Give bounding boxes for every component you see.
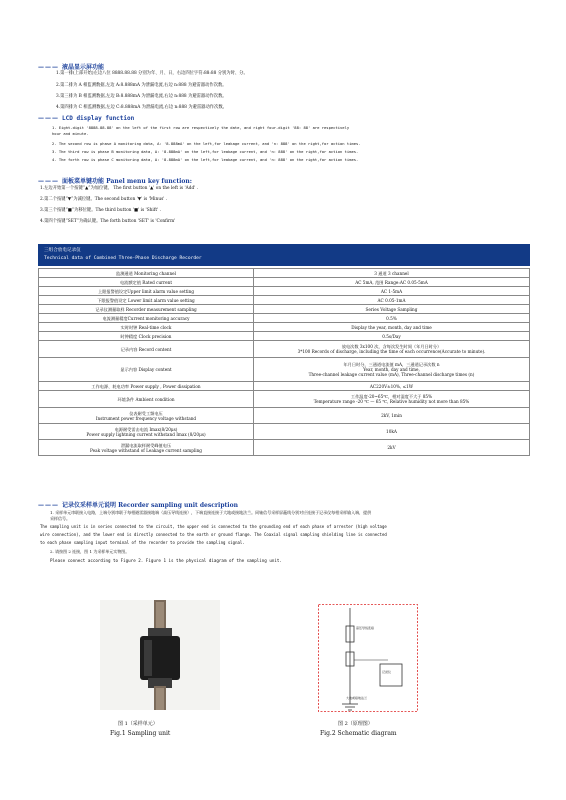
menu-heading: ——— 面板菜单键功能 Panel menu key function: — [38, 178, 192, 185]
sampling-line-6: 2. 请按图 2 连接，图 1 为采样单元实物图。 — [50, 549, 130, 554]
table-row — [39, 341, 530, 358]
sampling-unit-photo — [100, 600, 220, 710]
table-cell-value: Display the year, month, day and time — [254, 323, 530, 332]
table-title-bar — [38, 244, 530, 266]
table-cell-label: 记录仪测量取样 Recorder measurement sampling — [39, 305, 254, 314]
table-row — [39, 391, 530, 408]
table-cell-value: 2kV, 1min — [254, 408, 530, 424]
sampling-heading: ——— 记录仪采样单元说明 Recorder sampling unit description — [38, 502, 238, 509]
lcd-line-cn-2: 2.第二排为 A 相监测数据,左边 A:8.888mA 为泄漏电流,右边 n:888 为避雷器动作次数。 — [56, 83, 227, 88]
lcd-line-cn-4: 4.第四排为 C 相监测数据,左边 C:8.888mA 为泄漏电流,右边 n:888 为避雷器动作次数。 — [56, 105, 227, 110]
table-cell-label: 电流测量精度Current monitoring accuracy — [39, 314, 254, 323]
table-cell-value: 0.5s/Day — [254, 332, 530, 341]
table-row — [39, 358, 530, 382]
table-title-cn: 三组合放电记录仪 — [44, 248, 81, 253]
lcd-line-en-5: 4. The forth row is phase C monitoring data, A: '8.888mA' on the left,for leakage current, and 'n: 888' on the right,for action times. — [52, 157, 359, 162]
table-cell-label: 显示内容 Display content — [39, 358, 254, 382]
table-cell-label: 仪表耐受工频电压 Instrument power frequency voltage withstand — [39, 408, 254, 424]
lcd-line-en-1: 1. Eight-digit '8888.88.88' on the left of the first row are respectively the date, and right four-digit '88: 88' are respectively — [52, 125, 350, 130]
table-row — [39, 382, 530, 391]
table-row — [39, 287, 530, 296]
table-row — [39, 314, 530, 323]
table-row — [39, 305, 530, 314]
table-cell-value: 工作温度-20~65℃，相对湿度不大于 85% Temperature range -20 ℃ — 65 ℃, Relative humidity not more than 85% — [254, 391, 530, 408]
table-cell-value: 放电次数 3x100 次，含每次发生时间（年月日时分） 3*100 Records of discharge, including the time of each occurrence(Accurate to minute). — [254, 341, 530, 358]
table-cell-label: 监测通道 Monitoring channel — [39, 269, 254, 278]
fig1-caption-cn: 图 1（采样单元） — [118, 721, 158, 727]
sampling-line-1: 1. 采样单元串联接入电路，上端分别串联于每相避雷器接地端（高压导线连接），下端直接连接于大地或接地法兰。同轴信号采样屏蔽线分别对应连接于记录仪每相采样输入端，提供 — [50, 510, 372, 515]
table-cell-value: 10kA — [254, 424, 530, 440]
table-cell-label: 电流额定值 Rated current — [39, 278, 254, 287]
lcd-line-en-2: hour and minute. — [52, 131, 89, 136]
table-row — [39, 440, 530, 456]
fig2-caption-cn: 图 2（原理图） — [338, 721, 373, 727]
table-row — [39, 408, 530, 424]
fig1-caption-en: Fig.1 Sampling unit — [110, 730, 171, 737]
table-cell-value: 2kV — [254, 440, 530, 456]
table-cell-label: 时钟精度 Clock precision — [39, 332, 254, 341]
lcd-heading-en: ——— LCD display function — [38, 115, 135, 122]
table-cell-value: Series Voltage Sampling — [254, 305, 530, 314]
table-cell-label: 工作电源、耗电功率 Power supply , Power dissipation — [39, 382, 254, 391]
lcd-line-cn-3: 3.第三排为 B 相监测数据,左边 B:8.888mA 为泄漏电流,右边 n:888 为避雷器动作次数。 — [56, 94, 227, 99]
table-row — [39, 278, 530, 287]
table-cell-value: AC 1-5mA — [254, 287, 530, 296]
schematic-label-recorder: 记录仪 — [382, 670, 392, 674]
table-cell-label: 实时时钟 Real-time clock — [39, 323, 254, 332]
fig2-caption-en: Fig.2 Schematic diagram — [320, 730, 397, 737]
lcd-line-en-4: 3. The third row is phase B monitoring data, A: '8.888mA' on the left,for leakage current, and 'n: 888' on the right,for action times. — [52, 149, 359, 154]
table-cell-value: 3 通道 3 channel — [254, 269, 530, 278]
lcd-heading-cn: ——— 液晶显示屏功能 — [38, 64, 105, 71]
table-cell-label: 环境条件 Ambient condition — [39, 391, 254, 408]
menu-line-3: 3.第三个按键“■”为移位键。The third button '■' is 'Shift' . — [40, 208, 162, 213]
table-cell-label: 泄漏电流取样耐受峰值电压 Peak voltage withstand of Leakage current sampling — [39, 440, 254, 456]
table-row — [39, 424, 530, 440]
sampling-line-5: to each phase sampling input terminal of the recorder to provide the sampling signal. — [40, 540, 245, 545]
schematic-diagram — [318, 604, 418, 712]
table-title-en: Technical data of Combined Three-Phase Discharge Recorder — [44, 256, 202, 261]
lcd-line-en-3: 2. The second row is phase A monitoring data, A: '8.888mA' on the left,for leakage current, and 'n: 888' on the right,for action times. — [52, 141, 361, 146]
menu-line-4: 4.第四个按键“SET”为确认键。The forth button 'SET' is 'Confirm' — [40, 219, 176, 224]
table-cell-value: 年月日时分，三通道电流值 mA，三通道记录次数 n Year, month, day and time, Three-channel leakage current value (mA), Three-channel discharge times (n) — [254, 358, 530, 382]
schematic-label-ground: 大地或接地法兰 — [346, 696, 368, 700]
table-cell-label: 记录内容 Record content — [39, 341, 254, 358]
spec-table — [38, 268, 530, 456]
table-cell-label: 上限报警值设定Upper limit alarm value setting — [39, 287, 254, 296]
menu-line-1: 1.左边开始第一个按键“▲”为加位键。 The first button '▲' on the left is 'Add' . — [40, 186, 199, 191]
table-cell-value: AC220V±10%, ≤1W — [254, 382, 530, 391]
table-cell-value: 0.5% — [254, 314, 530, 323]
table-cell-label: 下限报警值设定 Lower limit alarm value setting — [39, 296, 254, 305]
table-row — [39, 323, 530, 332]
table-row — [39, 269, 530, 278]
sampling-line-4: wire connection), and the lower end is directly connected to the earth or ground flange. The Coaxial signal sampling shielding line is connected — [40, 532, 387, 537]
sampling-line-7: Please connect according to Figure 2. Figure 1 is the physical diagram of the sampling unit. — [50, 558, 282, 563]
table-cell-label: 电源耐受雷击电流 Imax(8/20μs) Power supply lightning current withstand Imax (8/20μs) — [39, 424, 254, 440]
sampling-line-2: 采样信号。 — [50, 516, 70, 521]
table-row — [39, 332, 530, 341]
sampling-line-3: The sampling unit is in series connected to the circuit, the upper end is connected to the grounding end of each phase of arrester (high voltage — [40, 524, 387, 529]
schematic-label-hv: 高压导线连接 — [356, 626, 375, 630]
table-row — [39, 296, 530, 305]
table-cell-value: AC 5mA, 范围 Range:AC 0.05-5mA — [254, 278, 530, 287]
lcd-line-cn-1: 1.第一排(上部开始)左边八位 8888.88.88 分别为年、月、日，右边四位字符:88:88 分别为时、分。 — [56, 71, 248, 76]
table-cell-value: AC 0.05-1mA — [254, 296, 530, 305]
menu-line-2: 2.第二个按键“▼”为减位键。The second button '▼' is 'Minus' . — [40, 197, 168, 202]
